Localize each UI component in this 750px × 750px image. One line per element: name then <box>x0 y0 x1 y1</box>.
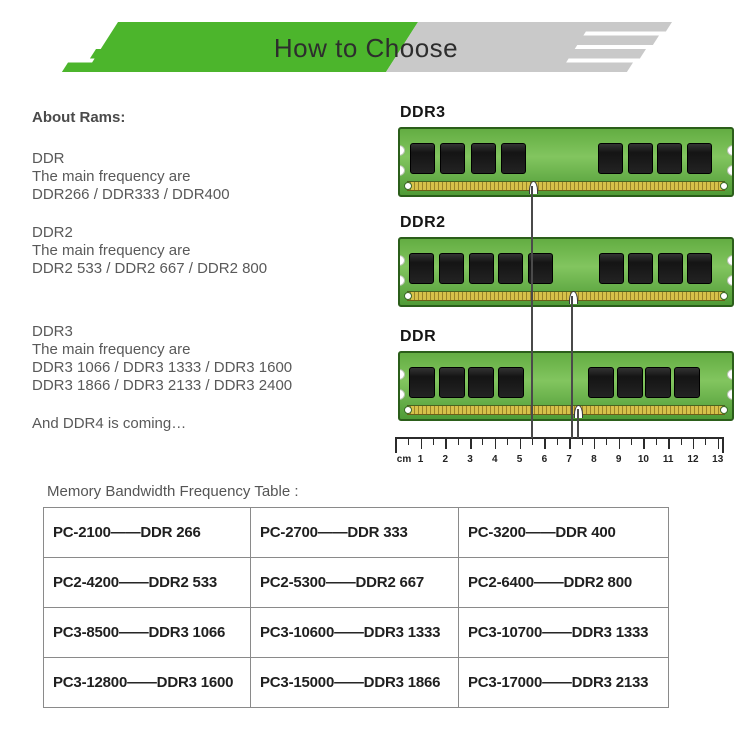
module-pcb <box>398 351 734 421</box>
table-row <box>44 558 669 608</box>
ruler-tick-minor <box>408 439 409 445</box>
ruler-end-cap <box>722 439 724 453</box>
gold-contacts <box>407 181 725 191</box>
memory-chip <box>617 367 643 398</box>
about-line: DDR3 <box>32 323 73 340</box>
memory-chip <box>599 253 624 284</box>
about-paragraph <box>32 323 292 395</box>
chip-group <box>598 143 712 174</box>
memory-chip <box>687 253 712 284</box>
ruler-tick-major <box>421 439 423 449</box>
table-cell: PC-2100——DDR 266 <box>44 508 251 558</box>
chip-group <box>410 143 526 174</box>
ruler-label: 6 <box>541 454 548 465</box>
gold-contacts <box>407 405 725 415</box>
page-title: How to Choose <box>273 33 459 63</box>
edge-notch <box>727 389 734 400</box>
memory-chip <box>410 143 435 174</box>
chip-group <box>588 367 700 398</box>
edge-notch <box>398 255 405 266</box>
edge-notch <box>398 389 405 400</box>
table-cell: PC-2700——DDR 333 <box>251 508 459 558</box>
memory-chip <box>658 253 683 284</box>
about-line: DDR266 / DDR333 / DDR400 <box>32 186 230 203</box>
ruler-tick-minor <box>631 439 632 445</box>
ruler-tick-major <box>619 439 621 449</box>
ruler-tick-minor <box>656 439 657 445</box>
memory-chip <box>588 367 614 398</box>
memory-chip <box>645 367 671 398</box>
edge-notch <box>398 275 405 286</box>
header-banner <box>0 0 750 100</box>
about-line: The main frequency are <box>32 168 191 185</box>
ruler-tick-minor <box>433 439 434 445</box>
table-cell: PC3-17000——DDR3 2133 <box>459 658 669 708</box>
ruler-label: 3 <box>467 454 473 465</box>
memory-chip <box>409 367 435 398</box>
ruler-tick-minor <box>606 439 607 445</box>
edge-notch <box>727 275 734 286</box>
ruler-tick-major <box>520 439 522 449</box>
ruler-tick-major <box>643 439 645 449</box>
ruler <box>395 437 724 467</box>
memory-chip <box>471 143 496 174</box>
ruler-tick-major <box>668 439 670 449</box>
ruler-tick-minor <box>532 439 533 445</box>
mount-hole <box>720 182 728 190</box>
memory-chip <box>469 253 494 284</box>
ruler-tick-major <box>495 439 497 449</box>
module-label: DDR3 <box>400 104 446 121</box>
ruler-tick-major <box>470 439 472 449</box>
mount-hole <box>720 406 728 414</box>
ruler-tick-minor <box>557 439 558 445</box>
ram-module-ddr2 <box>398 214 734 307</box>
notch-pointer-line <box>577 409 579 438</box>
ruler-label: 9 <box>615 454 622 465</box>
about-line: DDR3 1866 / DDR3 2133 / DDR3 2400 <box>32 377 293 394</box>
edge-notch <box>727 145 734 156</box>
ruler-tick-minor <box>507 439 508 445</box>
ruler-tick-major <box>718 439 720 449</box>
ruler-tick-major <box>445 439 447 449</box>
table-cell: PC-3200——DDR 400 <box>459 508 669 558</box>
ruler-end-cap <box>395 439 397 453</box>
mount-hole <box>720 292 728 300</box>
table-cell: PC2-5300——DDR2 667 <box>251 558 459 608</box>
memory-chip <box>409 253 434 284</box>
module-label: DDR2 <box>400 214 446 231</box>
edge-notch <box>727 255 734 266</box>
memory-chip <box>628 143 653 174</box>
edge-notch <box>727 369 734 380</box>
module-pcb <box>398 237 734 307</box>
memory-chip <box>498 253 523 284</box>
ram-module-ddr <box>398 328 734 421</box>
ruler-label: 7 <box>566 454 572 465</box>
memory-chip <box>687 143 712 174</box>
ruler-tick-minor <box>482 439 483 445</box>
ruler-label: cm <box>396 454 412 465</box>
gold-contacts <box>407 291 725 301</box>
ruler-tick-major <box>594 439 596 449</box>
about-line: The main frequency are <box>32 242 191 259</box>
table-cell: PC3-8500——DDR3 1066 <box>44 608 251 658</box>
edge-notch <box>398 145 405 156</box>
table-cell: PC2-6400——DDR2 800 <box>459 558 669 608</box>
memory-chip <box>501 143 526 174</box>
ruler-tick-major <box>693 439 695 449</box>
memory-chip <box>468 367 494 398</box>
module-label: DDR <box>400 328 437 345</box>
table-cell: PC3-15000——DDR3 1866 <box>251 658 459 708</box>
chip-group <box>409 367 524 398</box>
ruler-label: 13 <box>712 454 724 465</box>
memory-chip <box>674 367 700 398</box>
about-paragraph <box>32 224 267 278</box>
about-footnote: And DDR4 is coming… <box>32 415 187 432</box>
about-heading: About Rams: <box>32 109 126 126</box>
ruler-tick-major <box>569 439 571 449</box>
ruler-label: 4 <box>492 454 498 465</box>
ruler-tick-minor <box>681 439 682 445</box>
table-cell: PC3-10700——DDR3 1333 <box>459 608 669 658</box>
memory-chip <box>657 143 682 174</box>
memory-chip <box>439 367 465 398</box>
module-pcb <box>398 127 734 197</box>
ruler-label: 12 <box>687 454 699 465</box>
ruler-label: 2 <box>442 454 449 465</box>
about-line: DDR2 533 / DDR2 667 / DDR2 800 <box>32 260 268 277</box>
table-cell: PC2-4200——DDR2 533 <box>44 558 251 608</box>
frequency-table <box>43 507 669 708</box>
ruler-label: 10 <box>637 454 649 465</box>
ruler-label: 5 <box>516 454 523 465</box>
edge-notch <box>398 369 405 380</box>
ruler-label: 8 <box>591 454 597 465</box>
memory-chip <box>598 143 623 174</box>
notch-pointer-line <box>571 296 573 438</box>
memory-chip <box>439 253 464 284</box>
about-line: DDR2 <box>32 224 73 241</box>
alignment-notch <box>569 291 578 304</box>
about-line: DDR <box>32 150 65 167</box>
memory-chip <box>628 253 653 284</box>
table-cell: PC3-10600——DDR3 1333 <box>251 608 459 658</box>
ruler-tick-major <box>544 439 546 449</box>
table-title: Memory Bandwidth Frequency Table : <box>47 483 299 500</box>
memory-chip <box>440 143 465 174</box>
about-paragraph <box>32 150 230 204</box>
ruler-label: 1 <box>417 454 424 465</box>
table-row <box>44 658 669 708</box>
notch-pointer-line <box>531 186 533 438</box>
table-row <box>44 508 669 558</box>
ruler-tick-minor <box>705 439 706 445</box>
ruler-label: 11 <box>662 454 674 465</box>
about-line: DDR3 1066 / DDR3 1333 / DDR3 1600 <box>32 359 293 376</box>
mount-hole <box>404 406 412 414</box>
table-row <box>44 608 669 658</box>
mount-hole <box>404 182 412 190</box>
edge-notch <box>727 165 734 176</box>
ram-module-ddr3 <box>398 104 734 197</box>
table-cell: PC3-12800——DDR3 1600 <box>44 658 251 708</box>
memory-chip <box>498 367 524 398</box>
ruler-tick-minor <box>582 439 583 445</box>
chip-group <box>599 253 712 284</box>
mount-hole <box>404 292 412 300</box>
ruler-tick-minor <box>458 439 459 445</box>
edge-notch <box>398 165 405 176</box>
about-line: The main frequency are <box>32 341 191 358</box>
